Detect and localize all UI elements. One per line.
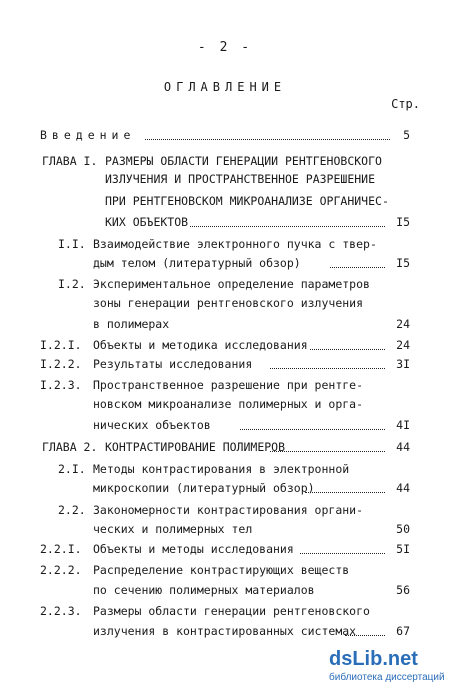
- section-2-1-line2: микроскопии (литературный обзор): [93, 481, 315, 495]
- section-1-1-number: I.I.: [58, 237, 86, 251]
- section-2-1-line1: Методы контрастирования в электронной: [93, 462, 350, 476]
- chapter2-page: 44: [396, 440, 410, 454]
- intro-page: 5: [403, 128, 410, 142]
- section-2-2-1-page: 5I: [396, 542, 410, 556]
- section-1-2-1-page: 24: [396, 338, 410, 352]
- dslib-watermark[interactable]: [329, 648, 445, 688]
- section-1-2-3-line3: нических объектов: [93, 418, 211, 432]
- section-1-2-3-page: 4I: [396, 418, 410, 432]
- dslib-logo-part-lib: Lib: [352, 648, 383, 670]
- section-2-2-page: 50: [396, 522, 410, 536]
- section-2-1-leader: [305, 481, 385, 495]
- section-2-1-number: 2.I.: [58, 462, 86, 476]
- section-2-2-line1: Закономерности контрастирования органи-: [93, 503, 364, 517]
- section-1-2-3-leader: [240, 418, 385, 432]
- section-2-2-line2: ческих и полимерных тел: [93, 522, 253, 536]
- toc-heading: ОГЛАВЛЕНИЕ: [163, 80, 287, 94]
- chapter1-page: I5: [396, 215, 410, 229]
- intro-leader: [145, 128, 390, 142]
- chapter1-label: ГЛАВА I.: [42, 154, 98, 168]
- section-1-1-line1: Взаимодействие электронного пучка с твер-: [93, 237, 377, 251]
- dslib-subtitle: библиотека диссертаций: [329, 672, 445, 683]
- section-2-2-2-line1: Распределение контрастирующих веществ: [93, 563, 350, 577]
- section-2-2-3-page: 67: [396, 624, 410, 638]
- page-number: - 2 -: [197, 40, 253, 55]
- section-2-2-1-line1: Объекты и методы исследования: [93, 542, 294, 556]
- section-2-2-2-page: 56: [396, 583, 410, 597]
- section-1-2-1-line1: Объекты и методика исследования: [93, 338, 308, 352]
- section-2-1-page: 44: [396, 481, 410, 495]
- section-1-2-line3: в полимерах: [93, 317, 170, 331]
- section-2-2-3-line2: излучения в контрастированных системах: [93, 624, 357, 638]
- chapter1-leader: [190, 215, 385, 229]
- chapter1-title-line2: ИЗЛУЧЕНИЯ И ПРОСТРАНСТВЕННОЕ РАЗРЕШЕНИЕ: [105, 172, 376, 186]
- chapter2-leader: [270, 440, 385, 454]
- section-1-1-page: I5: [396, 256, 410, 270]
- section-1-2-3-line1: Пространственное разрешение при рентге-: [93, 378, 364, 392]
- chapter1-title-line4: КИХ ОБЪЕКТОВ: [105, 215, 189, 229]
- section-2-2-2-line2: по сечению полимерных материалов: [93, 583, 315, 597]
- section-1-2-1-number: I.2.I.: [40, 338, 82, 352]
- intro-label: Введение: [40, 128, 136, 142]
- section-1-2-page: 24: [396, 317, 410, 331]
- section-1-2-3-number: I.2.3.: [40, 378, 82, 392]
- section-1-2-line1: Экспериментальное определение параметров: [93, 277, 370, 291]
- chapter2-title: КОНТРАСТИРОВАНИЕ ПОЛИМЕРОВ: [105, 440, 286, 454]
- chapter2-label: ГЛАВА 2.: [42, 440, 98, 454]
- section-2-2-number: 2.2.: [58, 503, 86, 517]
- chapter1-title-line3: ПРИ РЕНТГЕНОВСКОМ МИКРОАНАЛИЗЕ ОРГАНИЧЕС-: [105, 194, 389, 208]
- chapter1-title-line1: РАЗМЕРЫ ОБЛАСТИ ГЕНЕРАЦИИ РЕНТГЕНОВСКОГО: [105, 154, 382, 168]
- page-column-label: Стр.: [391, 97, 420, 111]
- section-1-2-3-line2: новском микроанализе полимерных и орга-: [93, 397, 364, 411]
- section-2-2-3-number: 2.2.3.: [40, 604, 82, 618]
- section-2-2-3-leader: [345, 624, 385, 638]
- section-1-2-2-line1: Результаты исследования: [93, 357, 253, 371]
- section-2-2-1-number: 2.2.I.: [40, 542, 82, 556]
- section-1-2-number: I.2.: [58, 277, 86, 291]
- section-1-2-line2: зоны генерации рентгеновского излучения: [93, 296, 364, 310]
- dslib-logo: [329, 648, 418, 671]
- section-1-2-2-number: I.2.2.: [40, 357, 82, 371]
- section-1-1-line2: дым телом (литературный обзор): [93, 256, 301, 270]
- section-1-2-2-leader: [270, 357, 385, 371]
- section-2-2-2-number: 2.2.2.: [40, 563, 82, 577]
- section-2-2-1-leader: [300, 542, 385, 556]
- section-1-2-2-page: 3I: [396, 357, 410, 371]
- section-2-2-3-line1: Размеры области генерации рентгеновского: [93, 604, 370, 618]
- dslib-logo-part-ds: ds: [329, 648, 353, 670]
- section-1-2-1-leader: [310, 338, 385, 352]
- section-1-1-leader: [330, 256, 385, 270]
- dslib-logo-part-net: .net: [382, 648, 418, 670]
